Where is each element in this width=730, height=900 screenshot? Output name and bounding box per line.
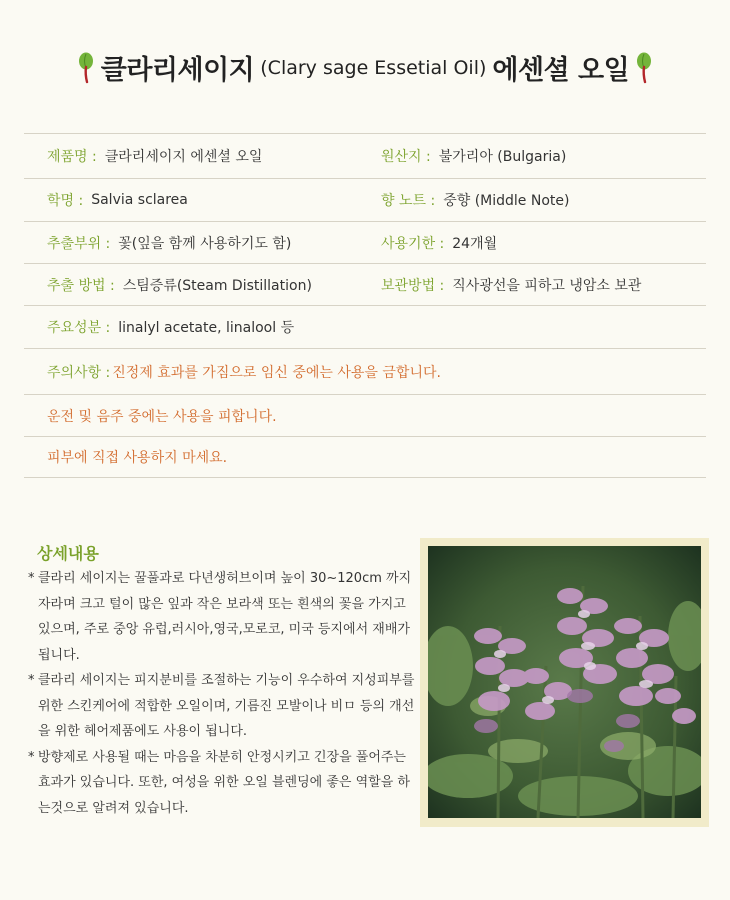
- label-extraction-part: 추출부위 :: [47, 235, 111, 252]
- leaf-icon: [77, 52, 95, 84]
- table-row: [24, 349, 706, 395]
- detail-paragraph: [28, 566, 416, 668]
- title-english: (Clary sage Essetial Oil): [260, 56, 487, 79]
- label-extraction-method: 추출 방법 :: [47, 277, 115, 294]
- value-scientific-name: Salvia sclarea: [91, 192, 188, 208]
- value-extraction-method: 스팀증류(Steam Distillation): [122, 277, 312, 294]
- value-storage: 직사광선을 피하고 냉암소 보관: [452, 277, 642, 294]
- page-title: [0, 48, 730, 87]
- label-product-name: 제품명 :: [47, 149, 97, 165]
- table-row: [24, 179, 706, 222]
- table-row: [24, 222, 706, 264]
- value-origin: 불가리아 (Bulgaria): [438, 149, 567, 165]
- label-expiry: 사용기한 :: [381, 235, 445, 252]
- label-storage: 보관방법 :: [381, 277, 445, 294]
- detail-paragraph-text: 클라리 세이지는 피지분비를 조절하는 기능이 우수하여 지성피부를 위한 스킨케어에 적합한 오일이며, 기름진 모발이나 비ㅁ 등의 개선을 위한 헤어제품에도 사용이 됩니다.: [38, 673, 415, 739]
- detail-paragraph: [28, 745, 416, 822]
- title-suffix: 에센셜 오일: [492, 55, 630, 86]
- value-product-name: 클라리세이지 에센셜 오일: [104, 149, 263, 165]
- leaf-icon: [635, 52, 653, 84]
- bullet-mark: *: [28, 749, 35, 765]
- value-extraction-part: 꽃(잎을 함께 사용하기도 함): [118, 235, 292, 252]
- clary-sage-photo: [428, 546, 701, 818]
- caution-line: 진정제 효과를 가짐으로 임신 중에는 사용을 금합니다.: [112, 364, 441, 381]
- table-row: [24, 437, 706, 478]
- bullet-mark: *: [28, 673, 35, 688]
- label-main-components: 주요성분 :: [47, 320, 111, 336]
- spec-table: [24, 133, 706, 478]
- detail-paragraph-text: 방향제로 사용될 때는 마음을 차분히 안정시키고 긴장을 풀어주는 효과가 있습니다. 또한, 여성을 위한 오일 블렌딩에 좋은 역할을 하는것으로 알려져 있습니다.: [38, 749, 410, 816]
- caution-line: 피부에 직접 사용하지 마세요.: [47, 450, 228, 466]
- table-row: [24, 306, 706, 349]
- detail-heading: 상세내용: [37, 544, 99, 563]
- label-origin: 원산지 :: [381, 149, 431, 165]
- table-row: [24, 395, 706, 437]
- detail-description: [28, 566, 416, 821]
- label-scent-note: 향 노트 :: [381, 193, 436, 209]
- table-row: [24, 134, 706, 179]
- label-scientific-name: 학명 :: [47, 193, 84, 209]
- bullet-mark: *: [28, 571, 35, 586]
- value-scent-note: 중향 (Middle Note): [443, 193, 570, 209]
- photo-frame: [420, 538, 709, 827]
- value-main-components: linalyl acetate, linalool 등: [118, 320, 295, 336]
- caution-line: 운전 및 음주 중에는 사용을 피합니다.: [47, 408, 277, 425]
- label-caution: 주의사항 :: [47, 364, 111, 381]
- title-korean: 클라리세이지: [100, 55, 255, 86]
- detail-paragraph-text: 클라리 세이지는 꿀풀과로 다년생허브이며 높이 30~120cm 까지 자라며 크고 털이 많은 잎과 작은 보라색 또는 흰색의 꽃을 가지고 있으며, 주로 중앙 유럽,러시아,영국,모로코, 미국 등지에서 재배가 됩니다.: [38, 571, 412, 663]
- value-expiry: 24개월: [452, 235, 498, 252]
- table-row: [24, 264, 706, 306]
- detail-paragraph: [28, 668, 416, 745]
